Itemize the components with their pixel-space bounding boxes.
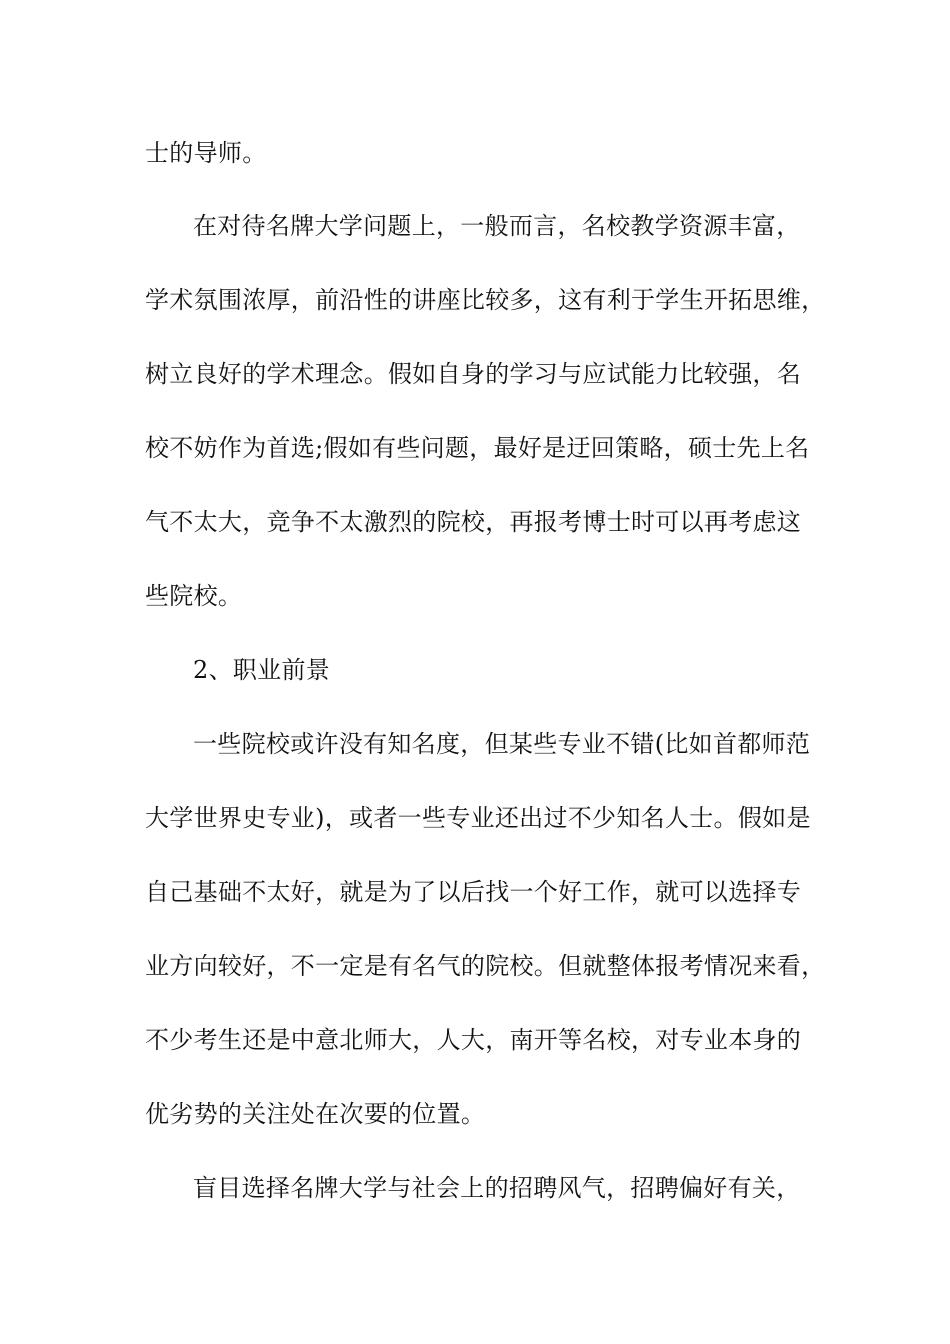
paragraph-line: 业方向较好，不一定是有名气的院校。但就整体报考情况来看， [145, 952, 826, 980]
paragraph-line: 些院校。 [145, 582, 243, 610]
paragraph-line: 学术氛围浓厚，前沿性的讲座比较多，这有利于学生开拓思维， [145, 286, 826, 314]
paragraph-line: 不少考生还是中意北师大，人大，南开等名校，对专业本身的 [145, 1026, 802, 1054]
paragraph-line: 优劣势的关注处在次要的位置。 [145, 1100, 486, 1128]
paragraph-line: 气不太大，竞争不太激烈的院校，再报考博士时可以再考虑这 [145, 508, 802, 536]
paragraph-line: 校不妨作为首选;假如有些问题，最好是迂回策略，硕士先上名 [145, 434, 810, 462]
paragraph-line: 自己基础不太好，就是为了以后找一个好工作，就可以选择专 [145, 878, 802, 906]
paragraph-line: 大学世界史专业)，或者一些专业还出过不少知名人士。假如是 [145, 804, 811, 832]
section-heading: 2、职业前景 [193, 656, 331, 684]
paragraph-line: 盲目选择名牌大学与社会上的招聘风气，招聘偏好有关， [193, 1174, 801, 1202]
paragraph-line: 士的导师。 [145, 139, 267, 167]
paragraph-line: 在对待名牌大学问题上，一般而言，名校教学资源丰富， [193, 212, 801, 240]
paragraph-line: 一些院校或许没有知名度，但某些专业不错(比如首都师范 [193, 730, 811, 758]
paragraph-line: 树立良好的学术理念。假如自身的学习与应试能力比较强，名 [145, 360, 802, 388]
